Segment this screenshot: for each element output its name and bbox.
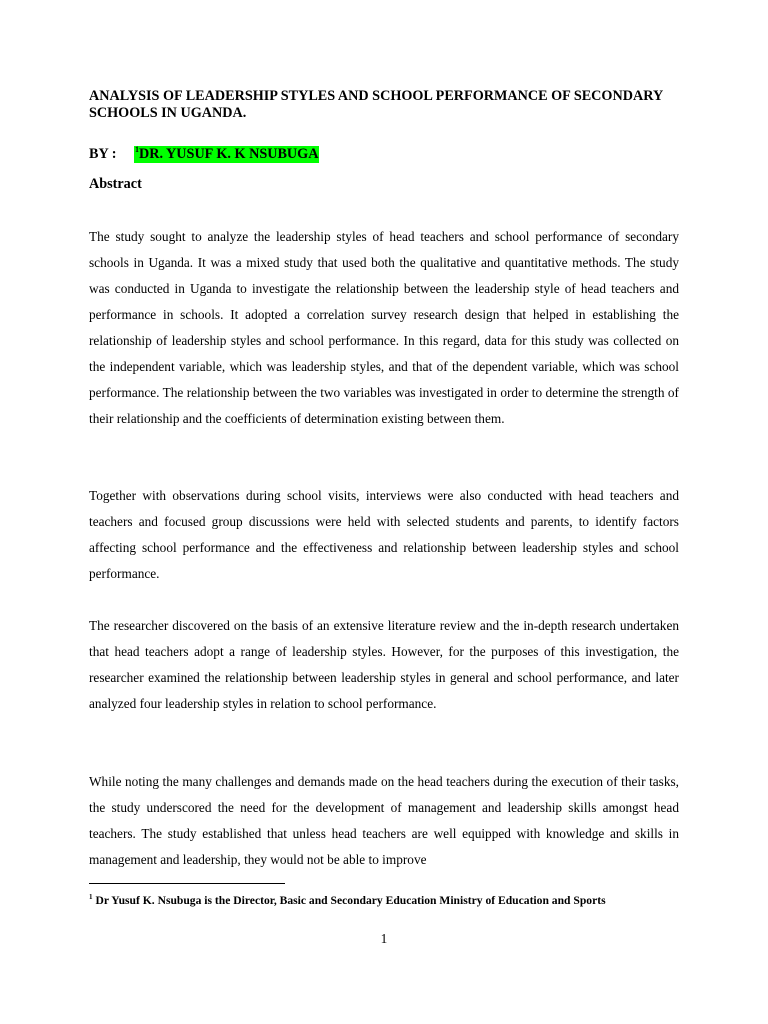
footnote-separator xyxy=(89,883,285,884)
abstract-paragraph-1: The study sought to analyze the leadership styles of head teachers and school performance of secondary schools in Uganda. It was a mixed study that used both the qualitative and quantitative methods. The study was conducted in Uganda to investigate the relationship between the leadership style of head teachers and performance in schools. It adopted a correlation survey research design that helped in establishing the relationship of leadership styles and school performance. In this regard, data for this study was collected on the independent variable, which was leadership styles, and that of the dependent variable, which was school performance. The relationship between the two variables was investigated in order to determine the strength of their relationship and the coefficients of determination existing between them. xyxy=(89,229,679,426)
author-highlight xyxy=(134,146,319,163)
footnote xyxy=(89,889,689,909)
byline xyxy=(89,140,319,164)
abstract-heading: Abstract xyxy=(89,176,142,192)
abstract-paragraph-2: Together with observations during school visits, interviews were also conducted with head teachers and teachers and focused group discussions were held with selected students and parents, to identify factors affecting school performance and the effectiveness and relationship between leadership styles and school performance. xyxy=(89,488,679,581)
author-footnote-marker: 1 xyxy=(135,145,139,154)
byline-label: BY : xyxy=(89,146,117,162)
document-title: ANALYSIS OF LEADERSHIP STYLES AND SCHOOL PERFORMANCE OF SECONDARY SCHOOLS IN UGANDA. xyxy=(89,88,663,121)
footnote-text: Dr Yusuf K. Nsubuga is the Director, Basic and Secondary Education Ministry of Education and Sports xyxy=(95,894,606,907)
page-number: 1 xyxy=(380,931,388,946)
abstract-paragraph-4: While noting the many challenges and demands made on the head teachers during the execution of their tasks, the study underscored the need for the development of management and leadership skills amongst head teachers. The study established that unless head teachers are well equipped with knowledge and skills in management and leadership, they would not be able to improve xyxy=(89,774,679,867)
abstract-paragraph-3: The researcher discovered on the basis of an extensive literature review and the in-depth research undertaken that head teachers adopt a range of leadership styles. However, for the purposes of this investigation, the researcher examined the relationship between leadership styles in general and school performance, and later analyzed four leadership styles in relation to school performance. xyxy=(89,618,679,711)
author-name: DR. YUSUF K. K NSUBUGA xyxy=(139,146,319,162)
footnote-marker: 1 xyxy=(89,893,93,901)
